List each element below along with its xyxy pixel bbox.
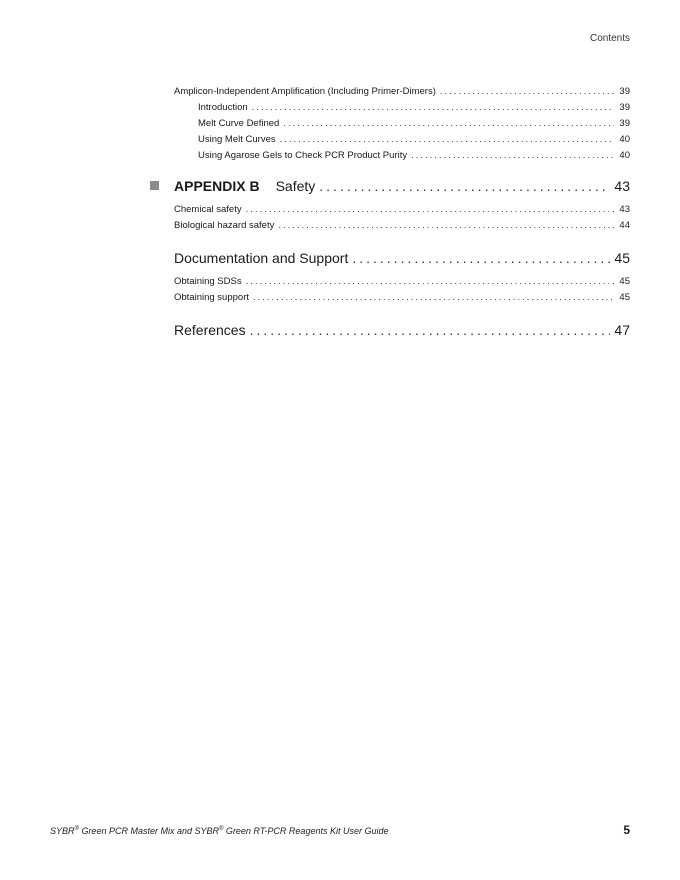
toc-entry-page: 43 <box>614 178 630 194</box>
toc-entry-page: 47 <box>614 322 630 338</box>
dot-leader <box>440 84 614 100</box>
toc-entry-title: Amplicon-Independent Amplification (Including Primer-Dimers) <box>174 86 436 97</box>
toc-entry-melt-curve-defined[interactable] <box>174 116 630 132</box>
table-of-contents <box>174 84 630 346</box>
toc-entry-amplicon[interactable] <box>174 84 630 100</box>
toc-entry-title: Chemical safety <box>174 204 242 215</box>
registered-mark: ® <box>74 826 79 832</box>
toc-entry-biological-hazard-safety[interactable] <box>174 218 630 234</box>
toc-entry-title: Biological hazard safety <box>174 220 275 231</box>
toc-entry-title: Obtaining support <box>174 292 249 303</box>
dot-leader <box>283 116 614 132</box>
dot-leader <box>250 320 611 340</box>
toc-entry-appendix-b[interactable] <box>174 176 630 196</box>
running-footer-title <box>50 826 388 836</box>
toc-entry-introduction[interactable] <box>174 100 630 116</box>
toc-entry-title: Using Agarose Gels to Check PCR Product Purity <box>198 150 408 161</box>
dot-leader <box>411 148 614 164</box>
dot-leader <box>280 132 614 148</box>
footer-text: SYBR <box>50 826 75 836</box>
dot-leader <box>319 176 610 196</box>
running-header: Contents <box>589 33 630 44</box>
toc-entry-page: 39 <box>619 118 630 129</box>
toc-entry-page: 45 <box>619 276 630 287</box>
toc-entry-page: 40 <box>619 134 630 145</box>
registered-mark: ® <box>218 826 224 832</box>
toc-entry-agarose-gels[interactable] <box>174 148 630 164</box>
toc-entry-title: Obtaining SDSs <box>174 276 242 287</box>
dot-leader <box>352 248 610 268</box>
dot-leader <box>252 100 614 116</box>
toc-entry-page: 44 <box>619 220 630 231</box>
toc-entry-title: Documentation and Support <box>174 250 349 266</box>
toc-entry-title: Using Melt Curves <box>198 134 276 145</box>
toc-entry-page: 39 <box>619 102 630 113</box>
toc-entry-title: References <box>174 322 246 338</box>
dot-leader <box>278 218 614 234</box>
toc-entry-documentation-and-support[interactable] <box>174 248 630 268</box>
dot-leader <box>246 202 614 218</box>
toc-entry-using-melt-curves[interactable] <box>174 132 630 148</box>
toc-entry-chemical-safety[interactable] <box>174 202 630 218</box>
footer-text: Green RT-PCR Reagents Kit User Guide <box>223 826 389 836</box>
toc-entry-obtaining-sdss[interactable] <box>174 274 630 290</box>
appendix-label: APPENDIX B <box>174 178 260 194</box>
page-number: 5 <box>623 823 630 837</box>
toc-entry-page: 39 <box>619 86 630 97</box>
toc-entry-title: Melt Curve Defined <box>198 118 280 129</box>
toc-entry-references[interactable] <box>174 320 630 340</box>
footer-text: Green PCR Master Mix and SYBR <box>78 826 219 836</box>
toc-entry-page: 43 <box>619 204 630 215</box>
toc-entry-page: 45 <box>614 250 630 266</box>
dot-leader <box>246 274 614 290</box>
toc-entry-obtaining-support[interactable] <box>174 290 630 306</box>
dot-leader <box>253 290 614 306</box>
toc-entry-page: 40 <box>619 150 630 161</box>
toc-entry-title: Safety <box>275 178 316 194</box>
square-bullet-icon <box>150 181 159 190</box>
toc-entry-title: Introduction <box>198 102 248 113</box>
toc-entry-page: 45 <box>619 292 630 303</box>
